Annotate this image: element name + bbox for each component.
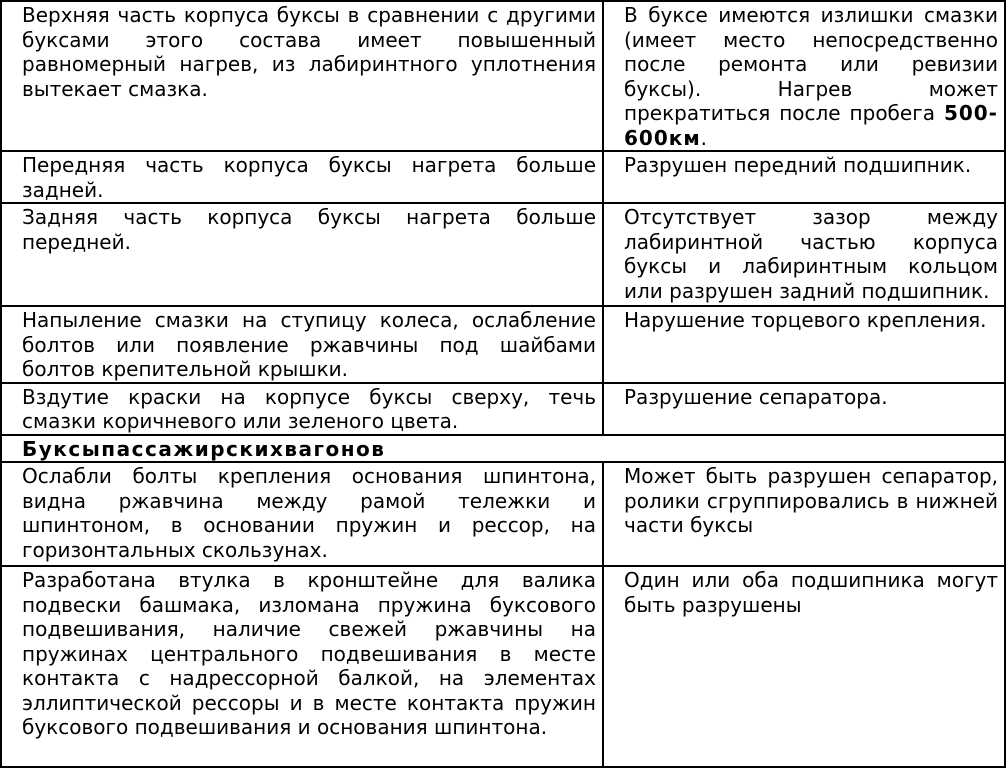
section-title: Буксыпассажирскихвагонов [1, 435, 1005, 463]
symptom-text: Разработана втулка в кронштейне для валика подвески башмака, изломана пружина буксового подвешивания, наличие свежей ржавчины на пружинах центрального подвешивания в месте контакта с надрессорной балкой, на элементах эллиптической рессоры и в месте контакта пружин буксового подвешивания и основания шпинтона. [22, 568, 596, 739]
symptom-cell [1, 566, 603, 767]
table-row [1, 203, 1005, 306]
table-row [1, 383, 1005, 435]
symptom-cell [1, 151, 603, 203]
cause-cell [603, 462, 1005, 566]
cause-cell [603, 151, 1005, 203]
symptom-cell [1, 462, 603, 566]
table-row [1, 1, 1005, 151]
symptom-text: Ослабли болты крепления основания шпинтона, видна ржавчина между рамой тележки и шпинтоном, в основании пружин и рессор, на горизонтальных скользунах. [22, 464, 596, 562]
table-row [1, 566, 1005, 767]
symptom-cell [1, 383, 603, 435]
table-row [1, 462, 1005, 566]
cause-text-main: В буксе имеются излишки смазки (имеет место непосредственно после ремонта или ревизии буксы). Нагрев может прекратиться после пробега [624, 3, 998, 125]
table-row [1, 151, 1005, 203]
cause-cell [603, 383, 1005, 435]
cause-text: Нарушение торцевого крепления. [624, 308, 987, 332]
symptom-text: Напыление смазки на ступицу колеса, ослабление болтов или появление ржавчины под шайбами болтов крепительной крышки. [22, 308, 596, 381]
section-header-row [1, 435, 1005, 463]
cause-text [624, 3, 998, 150]
symptom-text: Вздутие краски на корпусе буксы сверху, течь смазки коричневого или зеленого цвета. [22, 384, 596, 433]
cause-cell [603, 1, 1005, 151]
symptom-text: Задняя часть корпуса буксы нагрета больше передней. [22, 205, 596, 254]
table-row [1, 306, 1005, 383]
symptom-cell [1, 203, 603, 306]
cause-text-end: . [700, 125, 708, 150]
symptom-text: Передняя часть корпуса буксы нагрета больше задней. [22, 153, 596, 202]
symptom-cell [1, 1, 603, 151]
mileage-value: 500-600км [624, 101, 998, 150]
cause-cell [603, 566, 1005, 767]
cause-text: Один или оба подшипника могут быть разрушены [624, 568, 998, 617]
symptom-cell [1, 306, 603, 383]
cause-text: Отсутствует зазор между лабиринтной частью корпуса буксы и лабиринтным кольцом или разрушен задний подшипник. [624, 205, 998, 303]
cause-cell [603, 203, 1005, 306]
cause-text: Может быть разрушен сепаратор, ролики сгруппировались в нижней части буксы [624, 464, 998, 537]
cause-text: Разрушение сепаратора. [624, 384, 888, 409]
cause-text: Разрушен передний подшипник. [624, 153, 972, 177]
symptom-text: Верхняя часть корпуса буксы в сравнении с другими буксами этого состава имеет повышенный равномерный нагрев, из лабиринтного уплотнения вытекает смазка. [22, 3, 596, 101]
cause-cell [603, 306, 1005, 383]
